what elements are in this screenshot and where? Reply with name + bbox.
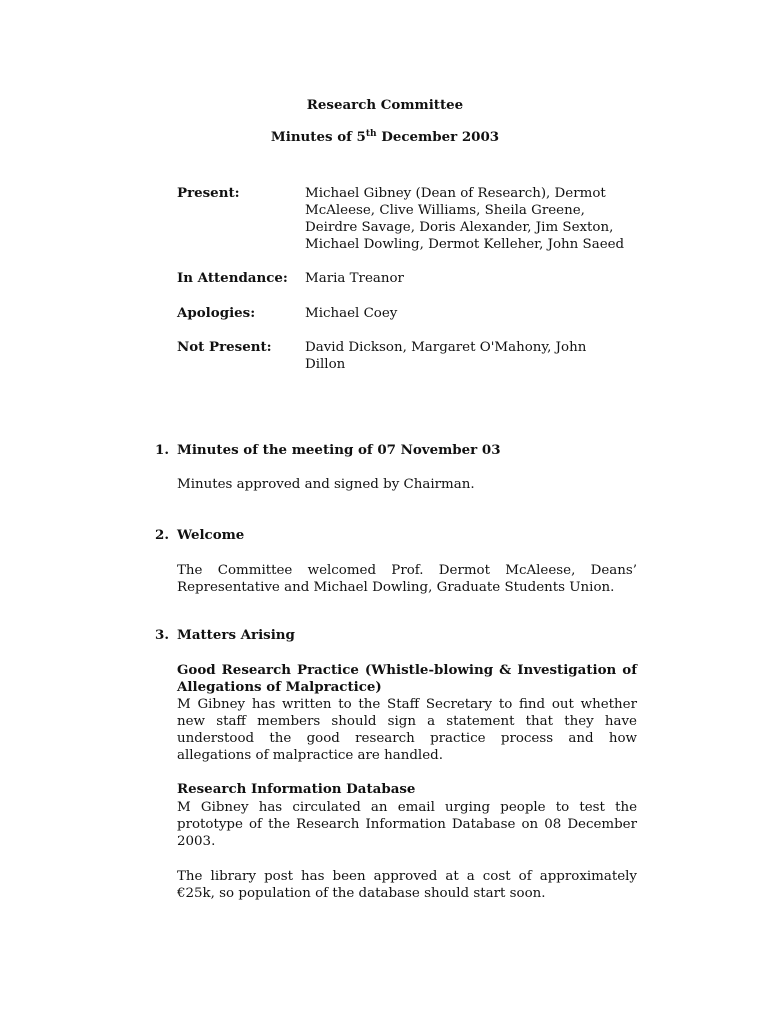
not-present-value: David Dickson, Margaret O'Mahony, John Dillon xyxy=(305,340,587,372)
subsection-good-research-practice-heading: Good Research Practice (Whistle-blowing & Investigation of Allegations of Malpractice) xyxy=(177,662,637,695)
present-label: Present: xyxy=(177,185,240,201)
section-1-heading: Minutes of the meeting of 07 November 03 xyxy=(177,442,501,458)
document-title: Research Committee xyxy=(306,97,464,113)
not-present-label: Not Present: xyxy=(177,339,272,355)
section-2-heading: Welcome xyxy=(177,527,245,543)
apologies-value: Michael Coey xyxy=(305,306,398,321)
section-2-number: 2. xyxy=(155,527,169,543)
library-post-paragraph: The library post has been approved at a cost of approximately €25k, so population of the database should start soon. xyxy=(177,869,637,901)
in-attendance-label: In Attendance: xyxy=(177,270,288,286)
present-value: Michael Gibney (Dean of Research), Dermot McAleese, Clive Williams, Sheila Greene, Deirdre Savage, Doris Alexander, Jim Sexton, Michael Dowling, Dermot Kelleher, John Saeed xyxy=(305,186,625,252)
section-1-body: Minutes approved and signed by Chairman. xyxy=(177,477,475,492)
subtitle-superscript: th xyxy=(365,129,377,139)
apologies-label: Apologies: xyxy=(177,305,256,321)
section-3-heading: Matters Arising xyxy=(177,627,295,643)
subsection-research-database-heading: Research Information Database xyxy=(177,781,416,797)
subsection-good-research-practice-body: M Gibney has written to the Staff Secretary to find out whether new staff members should sign a statement that they have understood the good research practice process and how allegations of malpractice are handled. xyxy=(177,697,637,763)
section-2-body: The Committee welcomed Prof. Dermot McAleese, Deans’ Representative and Michael Dowling, Graduate Students Union. xyxy=(177,563,637,595)
subsection-research-database-body: M Gibney has circulated an email urging people to test the prototype of the Research Information Database on 08 December 2003. xyxy=(177,800,637,849)
subtitle-suffix: December 2003 xyxy=(376,129,500,145)
section-3-number: 3. xyxy=(155,627,169,643)
document-subtitle xyxy=(0,129,770,146)
section-1-number: 1. xyxy=(155,442,169,458)
in-attendance-value: Maria Treanor xyxy=(305,271,404,286)
subtitle-prefix: Minutes of 5 xyxy=(270,129,366,145)
